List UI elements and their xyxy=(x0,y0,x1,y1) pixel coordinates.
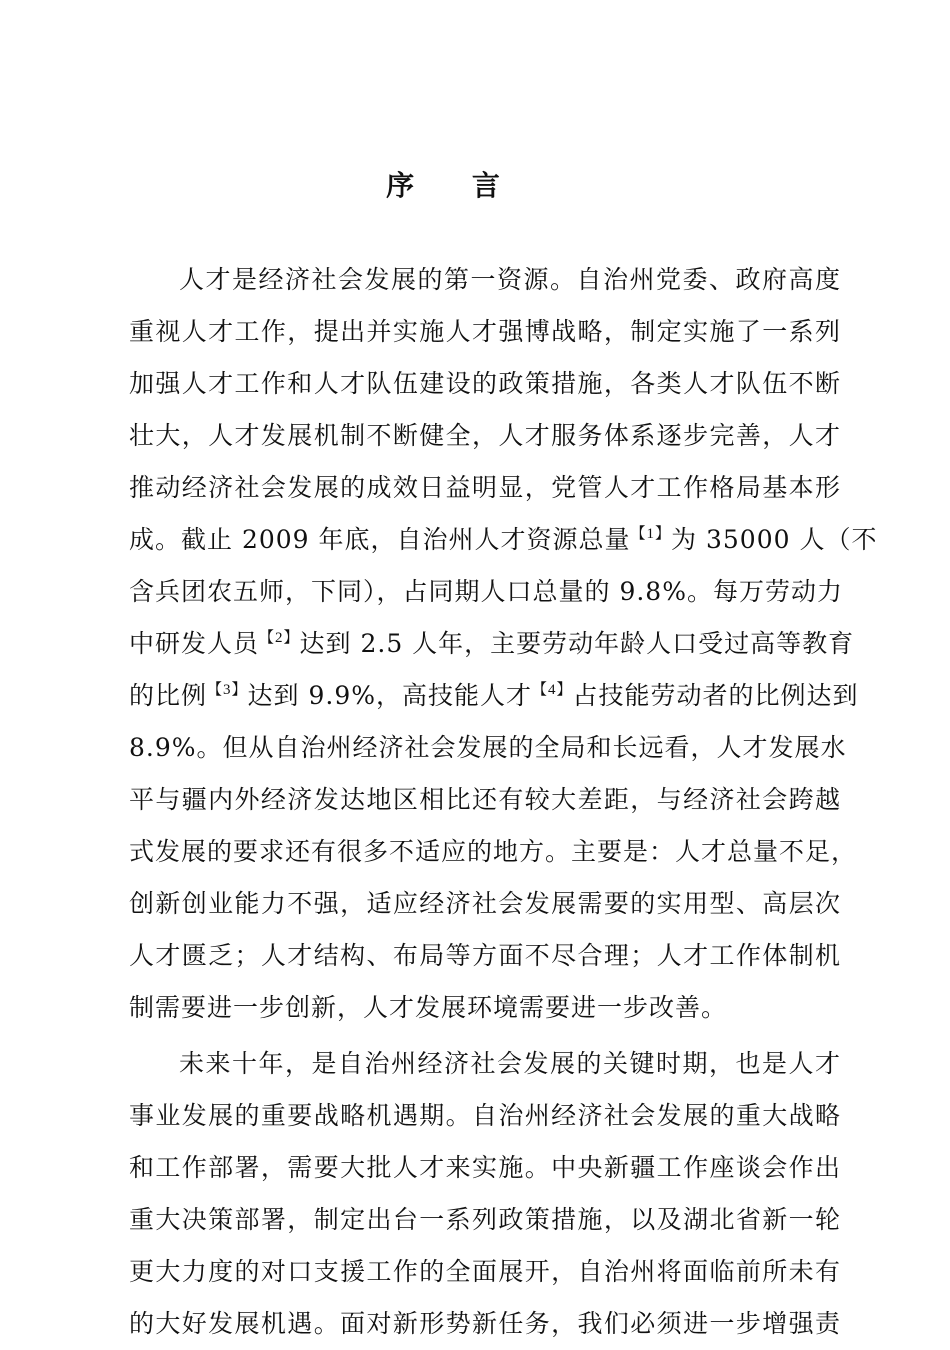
text-line: 平与疆内外经济发达地区相比还有较大差距，与经济社会跨越 xyxy=(129,785,841,814)
text-line: 式发展的要求还有很多不适应的地方。主要是：人才总量不足， xyxy=(129,837,858,866)
text-line: 的大好发展机遇。面对新形势新任务，我们必须进一步增强责 xyxy=(129,1309,841,1338)
text-line: 人才匮乏；人才结构、布局等方面不尽合理；人才工作体制机 xyxy=(129,941,841,970)
text-line: 创新创业能力不强，适应经济社会发展需要的实用型、高层次 xyxy=(129,889,841,918)
text-line xyxy=(129,514,878,566)
footnote-marker-1: 【1】 xyxy=(630,526,672,542)
text-segment: 占技能劳动者的比例达到 xyxy=(572,681,859,710)
text-line: 加强人才工作和人才队伍建设的政策措施，各类人才队伍不断 xyxy=(129,369,841,398)
footnote-marker-2: 【2】 xyxy=(259,630,300,646)
text-line: 制需要进一步创新，人才发展环境需要进一步改善。 xyxy=(129,993,728,1022)
text-line: 含兵团农五师，下同），占同期人口总量的 9.8%。每万劳动力 xyxy=(129,577,843,606)
text-line: 重大决策部署，制定出台一系列政策措施，以及湖北省新一轮 xyxy=(129,1205,841,1234)
document-body xyxy=(129,254,878,1350)
text-segment: 为 35000 人（不 xyxy=(671,525,878,554)
text-segment: 的比例 xyxy=(129,681,208,710)
text-line: 和工作部署，需要大批人才来实施。中央新疆工作座谈会作出 xyxy=(129,1153,841,1182)
text-line: 壮大，人才发展机制不断健全，人才服务体系逐步完善，人才 xyxy=(129,421,841,450)
text-line xyxy=(129,618,855,670)
paragraph-2 xyxy=(129,1038,841,1350)
text-segment: 达到 9.9%，高技能人才 xyxy=(247,681,532,710)
footnote-marker-4: 【4】 xyxy=(532,682,573,698)
page-title: 序 言 xyxy=(386,169,524,202)
text-line xyxy=(129,670,859,722)
text-line: 重视人才工作，提出并实施人才强博战略，制定实施了一系列 xyxy=(129,317,841,346)
text-line: 更大力度的对口支援工作的全面展开，自治州将面临前所未有 xyxy=(129,1257,841,1286)
text-line: 未来十年，是自治州经济社会发展的关键时期，也是人才 xyxy=(179,1049,841,1078)
text-segment: 达到 2.5 人年，主要劳动年龄人口受过高等教育 xyxy=(299,629,855,658)
text-segment: 成。截止 2009 年底，自治州人才资源总量 xyxy=(129,525,631,554)
text-segment: 中研发人员 xyxy=(129,629,260,658)
text-line: 人才是经济社会发展的第一资源。自治州党委、政府高度 xyxy=(179,265,841,294)
footnote-marker-3: 【3】 xyxy=(207,682,248,698)
text-line: 8.9%。但从自治州经济社会发展的全局和长远看，人才发展水 xyxy=(129,733,847,762)
text-line: 推动经济社会发展的成效日益明显，党管人才工作格局基本形 xyxy=(129,473,841,502)
paragraph-1 xyxy=(129,254,878,1034)
text-line: 事业发展的重要战略机遇期。自治州经济社会发展的重大战略 xyxy=(129,1101,841,1130)
